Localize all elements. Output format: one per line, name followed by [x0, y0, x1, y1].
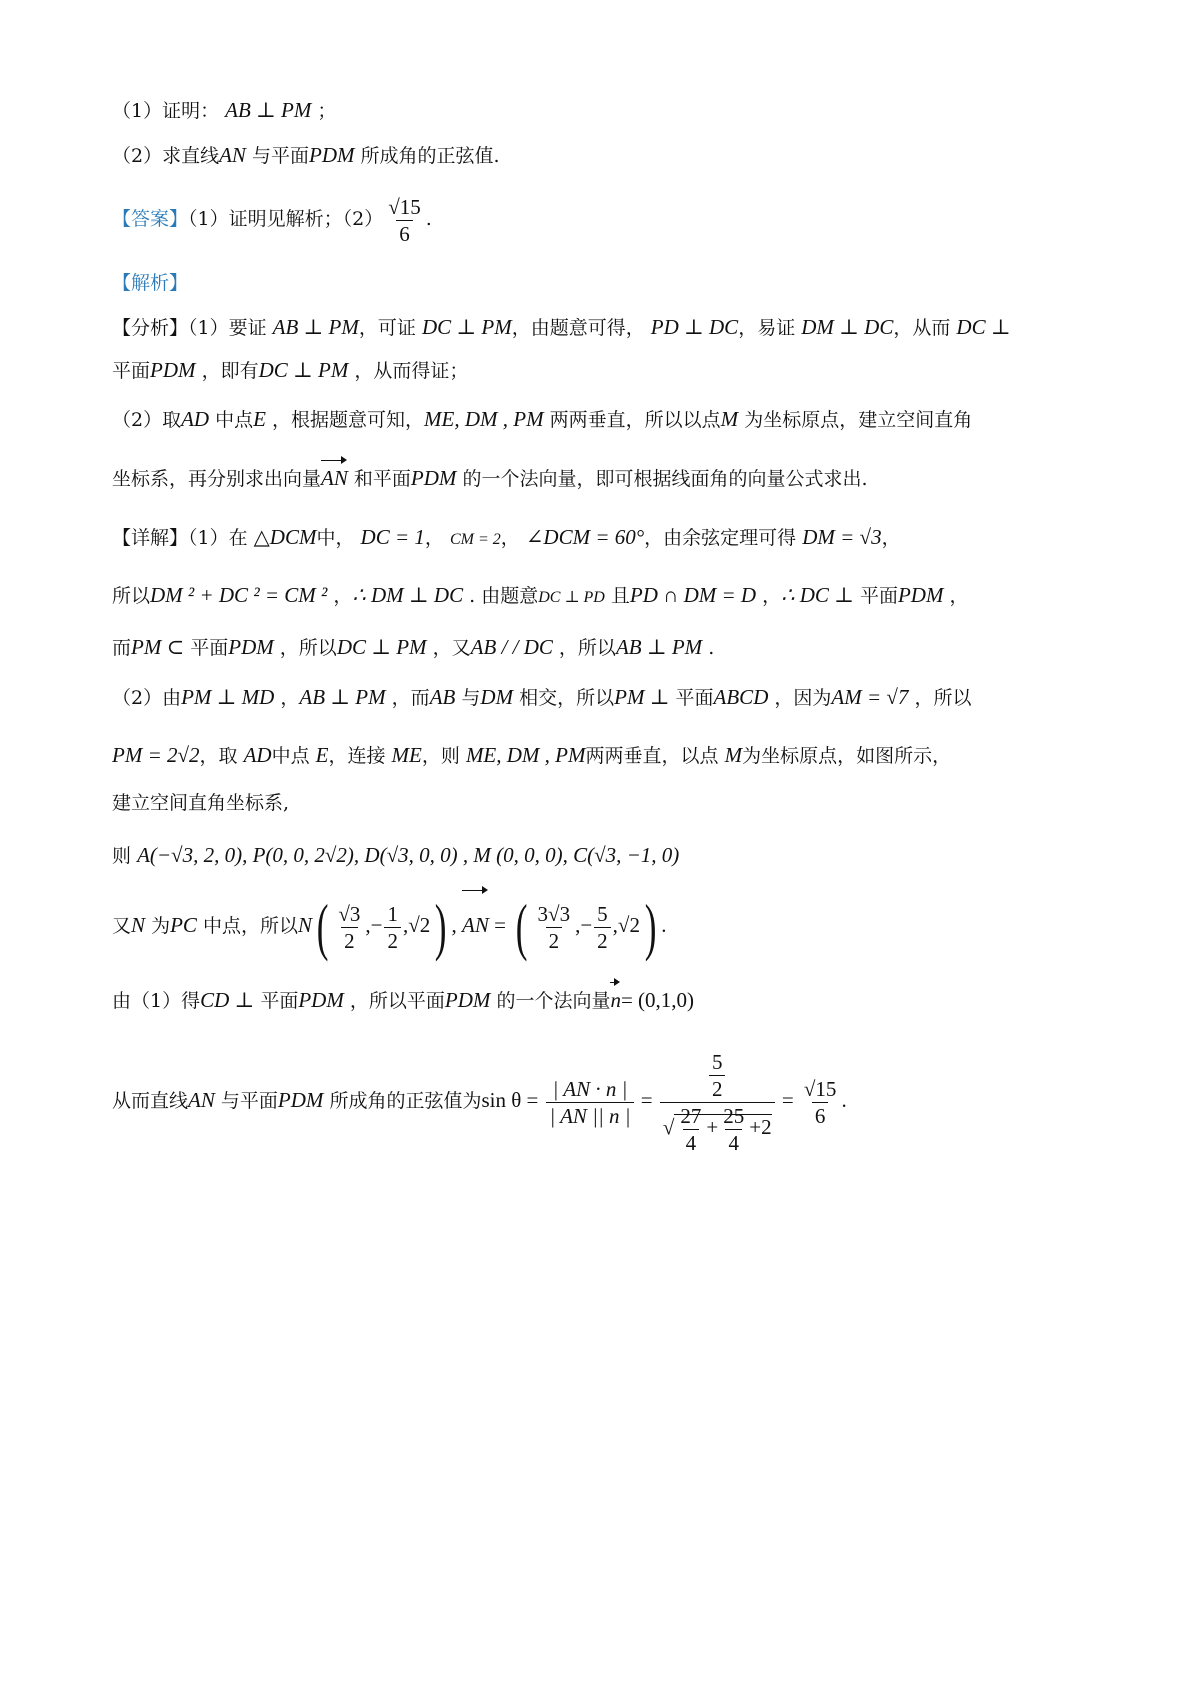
detail-line-9: 由（1）得CD ⊥ 平面PDM ，所以平面PDM 的一个法向量n= (0,1,0) — [112, 985, 694, 1016]
detail-line-6: 建立空间直角坐标系, — [112, 792, 290, 814]
analysis-line-4: 坐标系，再分别求出向量AN 和平面PDM 的一个法向量，即可根据线面角的向量公式求出. — [112, 463, 868, 494]
big-fraction: $\frac{5}{2}$ √ $\frac{27}{4}$ + $\frac{25}{4}$ +2 — [660, 1049, 775, 1156]
vector-ratio-fraction: $\frac{| AN \cdot n |}{| AN || n |}$ — [546, 1076, 633, 1129]
detail-line-1: 【详解】（1）在 △DCM中， DC = 1， CM = 2， ∠DCM = 60°，由余弦定理可得 DM = √3， — [112, 525, 901, 549]
question-2: （2）求直线AN 与平面PDM 所成角的正弦值. — [112, 143, 500, 167]
fraction: $\frac{√3}{2}$ — [338, 901, 361, 953]
detail-line-4: （2）由PM ⊥ MD ，AB ⊥ PM ，而AB 与DM 相交，所以PM ⊥ 平面ABCD ，因为AM = √7 ，所以 — [112, 685, 972, 709]
analysis-line-2: 平面PDM ，即有DC ⊥ PM ，从而得证； — [112, 358, 469, 382]
detail-line-2: 所以DM ² + DC ² = CM ² ，∴ DM ⊥ DC . 由题意DC ⊥ PD 且PD ∩ DM = D ，∴ DC ⊥ 平面PDM ， — [112, 583, 969, 607]
answer-tag: 【答案】 — [112, 208, 189, 230]
detail-line-7: 则 A(−√3, 2, 0), P(0, 0, 2√2), D(√3, 0, 0) , M (0, 0, 0), C(√3, −1, 0) — [112, 843, 680, 867]
question-1: （1）证明： AB ⊥ PM ； — [112, 98, 337, 122]
answer-line: 【答案】（1）证明见解析；（2） $\frac{√15}{6}$ . — [112, 194, 432, 246]
answer-fraction: $\frac{√15}{6}$ — [388, 194, 421, 246]
analysis-tag: 【解析】 — [112, 272, 189, 294]
analysis-line-3: （2）取AD 中点E ，根据题意可知，ME, DM , PM 两两垂直，所以以点M 为坐标原点，建立空间直角 — [112, 407, 973, 431]
answer-fraction: $\frac{√15}{6}$ — [803, 1076, 837, 1128]
fraction: $\frac{3√3}{2}$ — [537, 901, 571, 953]
fraction: $\frac{1}{2}$ — [384, 901, 401, 954]
fraction: $\frac{5}{2}$ — [594, 901, 611, 954]
analysis-line-1: 【分析】（1）要证 AB ⊥ PM，可证 DC ⊥ PM，由题意可得， PD ⊥ DC，易证 DM ⊥ DC，从而 DC ⊥ — [112, 315, 1011, 339]
detail-line-3: 而PM ⊂ 平面PDM ，所以DC ⊥ PM ，又AB / / DC ，所以AB ⊥ PM . — [112, 635, 715, 659]
detail-line-8: 又N 为PC 中点，所以N( $\frac{√3}{2}$ ,− $\frac{1}{2}$ ,√2) , AN = ( $\frac{3√3}{2}$ ,− $\frac{5}{2}$ ,√2) . — [112, 891, 667, 962]
detail-line-5: PM = 2√2，取 AD中点 E，连接 ME，则 ME, DM , PM两两垂直，以点 M为坐标原点，如图所示， — [112, 743, 952, 767]
detail-line-10: 从而直线AN 与平面PDM 所成角的正弦值为sin θ = $\frac{| AN \cdot n |}{| AN || n |}$ = $\frac{5}{2}$ √ $\frac{27}{4}$ + $\frac{25}{4}$ +2 = $\frac{√15}{6}$ . — [112, 1049, 847, 1155]
